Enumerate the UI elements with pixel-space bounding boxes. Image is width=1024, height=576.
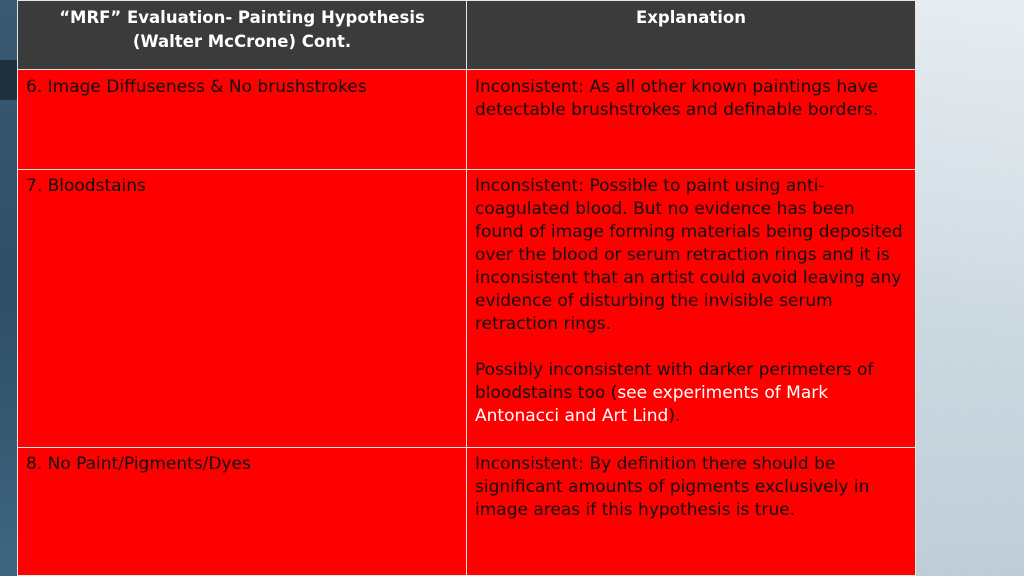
criterion-cell: 6. Image Diffuseness & No brushstrokes bbox=[18, 70, 467, 170]
table-row bbox=[18, 70, 916, 170]
header-criterion: “MRF” Evaluation- Painting Hypothesis (Walter McCrone) Cont. bbox=[18, 1, 467, 70]
explanation-cell bbox=[467, 170, 916, 448]
explanation-cell: Inconsistent: As all other known paintings have detectable brushstrokes and definable borders. bbox=[467, 70, 916, 170]
explanation-cell: Inconsistent: By definition there should be significant amounts of pigments exclusively in image areas if this hypothesis is true. bbox=[467, 448, 916, 576]
explanation-text: Possibly inconsistent with darker perimeters of bloodstains too ( bbox=[475, 360, 874, 403]
criterion-cell: 8. No Paint/Pigments/Dyes bbox=[18, 448, 467, 576]
header-explanation: Explanation bbox=[467, 1, 916, 70]
criterion-cell: 7. Bloodstains bbox=[18, 170, 467, 448]
experiments-link[interactable]: see experiments of Mark Antonacci and Art Lind bbox=[475, 383, 829, 426]
background-decoration bbox=[904, 0, 1024, 576]
table-row bbox=[18, 170, 916, 448]
explanation-text: ). bbox=[668, 406, 681, 426]
evaluation-table bbox=[17, 0, 916, 576]
table-header-row bbox=[18, 1, 916, 70]
left-accent-block bbox=[0, 60, 18, 100]
table-row bbox=[18, 448, 916, 576]
explanation-paragraph-2 bbox=[475, 359, 907, 428]
explanation-paragraph: Inconsistent: Possible to paint using anti-coagulated blood. But no evidence has been found of image forming materials being deposited over the blood or serum retraction rings and it is inconsistent that an artist could avoid leaving any evidence of disturbing the invisible serum retraction rings. bbox=[475, 176, 903, 334]
